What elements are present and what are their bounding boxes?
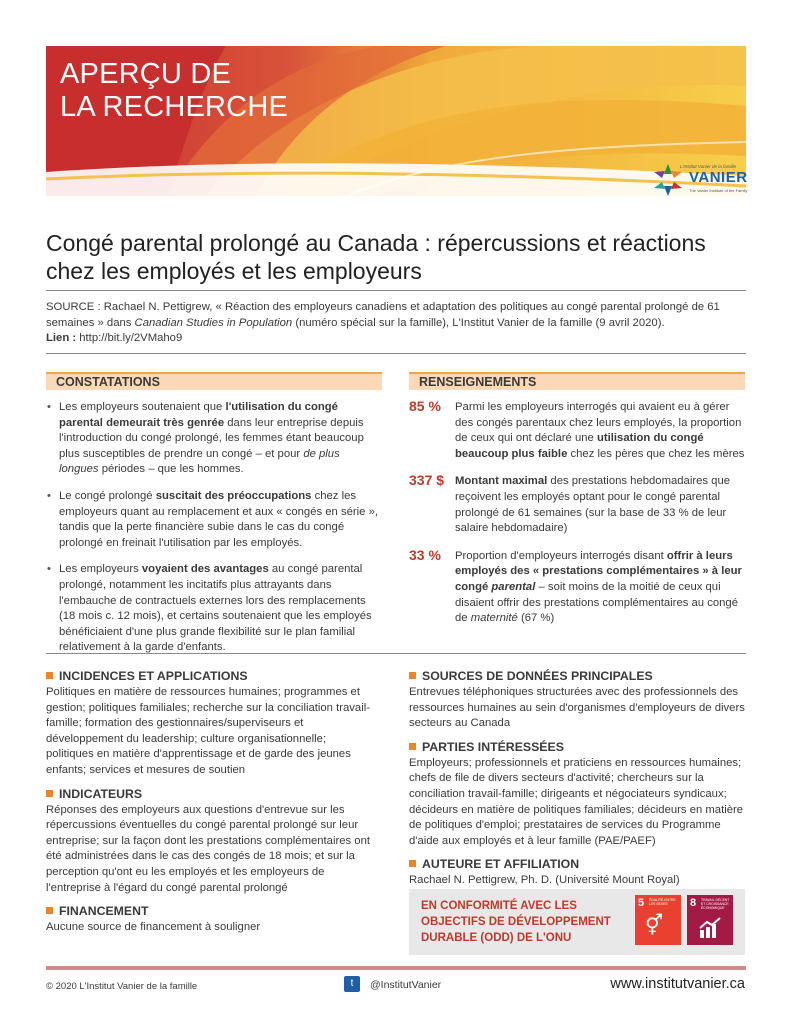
divider-top xyxy=(46,290,746,291)
twitter-icon[interactable]: t xyxy=(344,976,360,992)
parties-section xyxy=(409,739,749,850)
stat-item: 33 % Proportion d'employeurs interrogés disant offrir à leurs employés des « prestations complémentaires » à leur congé parental – soit moins de la moitié de ceux qui disaient offrir des prestations complémentaires au congé de maternité (67 %) xyxy=(409,546,742,625)
stat-number: 33 % xyxy=(409,546,441,563)
sdg-box xyxy=(409,889,745,955)
banner-title-line1: APERÇU DE xyxy=(60,58,231,90)
footer-website-link[interactable]: www.institutvanier.ca xyxy=(610,976,745,992)
financement-section xyxy=(46,903,376,936)
parties-text: Employeurs; professionnels et praticiens en ressources humaines; chefs de file de divers secteurs d'activité; chercheurs sur la conciliation travail-famille; dirigeants et négociateurs syndicaux; décideurs en matière de politiques familiales; décideurs en matière de politiques d'emploi; prestataires de services du Programme d'aide aux employés et à leur famille (PAE/PAEF) xyxy=(409,756,744,847)
indicateurs-text: Réponses des employeurs aux questions d'entrevue sur les répercussions éventuelles du congé parental prolongé sur leur entreprise; sur la façon dont les prestations complémentaires ont été administrées dans le cas des congés de 18 mois; et sur la perception qu'ont eu les employés et les employeurs de l'entreprise à l'égard du congé parental prolongé xyxy=(46,803,371,894)
renseignements-list xyxy=(409,400,749,639)
vanier-logo xyxy=(650,162,750,198)
parties-heading: PARTIES INTÉRESSÉES xyxy=(409,739,749,755)
link-label: Lien : xyxy=(46,332,80,344)
incidences-heading: INCIDENCES ET APPLICATIONS xyxy=(46,668,376,684)
list-item: • Les employeurs soutenaient que l'utilisation du congé parental demeurait très genrée dans leur entreprise depuis l'introduction du congé prolongé, les femmes étant beaucoup plus susceptibles de prendre un congé – et pour de plus longues périodes – que les hommes. xyxy=(46,400,382,478)
auteure-text: Rachael N. Pettigrew, Ph. D. (Université Mount Royal) xyxy=(409,874,680,887)
logo-name: VANIER xyxy=(689,169,748,186)
sources-section xyxy=(409,668,749,732)
source-text-end: (numéro spécial sur la famille), L'Institut Vanier de la famille (9 avril 2020). xyxy=(292,316,665,329)
source-citation xyxy=(46,300,746,347)
page-title: Congé parental prolongé au Canada : répercussions et réactions chez les employés et les employeurs xyxy=(46,230,706,284)
stat-number: 337 $ xyxy=(409,472,445,489)
auteure-section xyxy=(409,856,749,889)
auteure-heading: AUTEURE ET AFFILIATION xyxy=(409,856,749,872)
lower-right-column xyxy=(409,668,749,896)
source-text: Rachael N. Pettigrew, « Réaction des employeurs canadiens et adaptation des politiques au congé parental prolongé de 61 semaines » dans xyxy=(46,301,720,329)
logo-tagline-top: L'Institut Vanier de la famille xyxy=(680,164,736,169)
header-banner xyxy=(46,46,746,196)
financement-heading: FINANCEMENT xyxy=(46,903,376,919)
source-link[interactable]: http://bit.ly/2VMaho9 xyxy=(79,332,183,344)
indicateurs-section xyxy=(46,786,376,897)
constatations-heading: CONSTATATIONS xyxy=(46,372,382,390)
growth-chart-icon xyxy=(698,917,722,939)
footer-rule xyxy=(46,966,746,970)
source-journal: Canadian Studies in Population xyxy=(134,316,293,329)
sdg-text: EN CONFORMITÉ AVEC LES OBJECTIFS DE DÉVELOPPEMENT DURABLE (ODD) DE L'ONU xyxy=(421,900,611,944)
stat-number: 85 % xyxy=(409,398,441,414)
indicateurs-heading: INDICATEURS xyxy=(46,786,376,802)
lower-left-column xyxy=(46,668,376,943)
renseignements-heading: RENSEIGNEMENTS xyxy=(409,372,745,390)
divider-source xyxy=(46,353,746,354)
banner-title-line2: LA RECHERCHE xyxy=(60,91,289,123)
gender-equality-icon: ⚥ xyxy=(645,915,664,937)
sdg-goal-8: 8 TRAVAIL DÉCENT ET CROISSANCE ÉCONOMIQUE xyxy=(687,895,733,945)
list-item: • Les employeurs voyaient des avantages au congé parental prolongé, notamment les incitatifs plus attrayants dans l'embauche de contractuels externes lors des remplacements (18 mois c. 12 mois), et certains soutenaient que les employés bénéficiaient d'une plus grande flexibilité sur le plan familial relativement à la garde d'enfants. xyxy=(46,562,382,656)
stat-item: 85 % Parmi les employeurs interrogés qui avaient eu à gérer des congés parentaux chez leurs employés, la proportion de ceux qui ont déclaré une utilisation du congé beaucoup plus faible chez les pères que chez les mères xyxy=(409,398,745,460)
list-item: • Le congé prolongé suscitait des préoccupations chez les employeurs quant au remplacement et aux « congés en série », tandis que la perte financière subie dans le cas du congé prolongé en freinait l'utilisation par les employés. xyxy=(46,489,382,551)
incidences-text: Politiques en matière de ressources humaines; programmes et gestion; politiques familiales; recherche sur la conciliation travail-famille; formation des gestionnaires/superviseurs et développement du leadership; culture organisationnelle; politiques en matière d'apprentissage et de garde des jeunes enfants; services et mesures de soutien xyxy=(46,686,370,776)
footer-copyright: © 2020 L'Institut Vanier de la famille xyxy=(46,981,198,992)
constatations-list xyxy=(46,400,382,667)
source-label: SOURCE : xyxy=(46,301,104,313)
sdg-goal-5: 5 ÉGALITÉ ENTRE LES SEXES ⚥ xyxy=(635,895,681,945)
stat-item: 337 $ Montant maximal des prestations hebdomadaires que reçoivent les employés optant pour le congé parental prolongé de 61 semaines (sur la base de 33 % de leur salaire hebdomadaire) xyxy=(409,472,731,535)
footer-twitter-handle[interactable]: @InstitutVanier xyxy=(370,979,442,991)
logo-tagline-bottom: The Vanier Institute of the Family xyxy=(689,188,748,193)
financement-text: Aucune source de financement à souligner xyxy=(46,921,261,934)
incidences-section xyxy=(46,668,376,779)
banner-title xyxy=(60,58,288,124)
divider-middle xyxy=(46,653,746,654)
sources-heading: SOURCES DE DONNÉES PRINCIPALES xyxy=(409,668,749,684)
sources-text: Entrevues téléphoniques structurées avec des professionnels des ressources humaines au sein d'organismes d'employeurs de divers secteurs au Canada xyxy=(409,686,745,730)
